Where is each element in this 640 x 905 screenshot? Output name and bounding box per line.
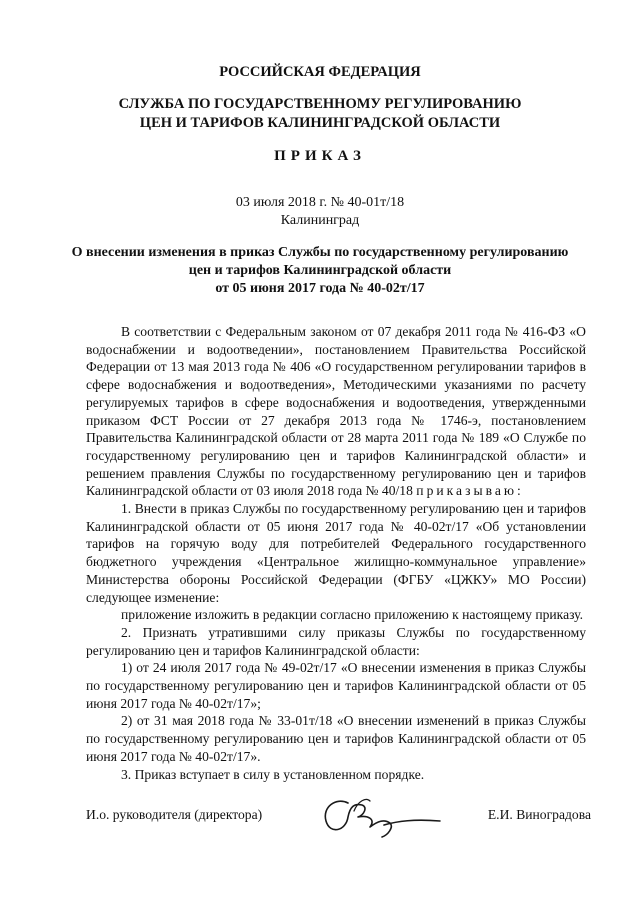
date-number: 03 июля 2018 г. № 40-01т/18 bbox=[235, 195, 405, 210]
item-1-detail: приложение изложить в редакции согласно приложению к настоящему приказу. bbox=[121, 607, 584, 623]
federation-heading: РОССИЙСКАЯ ФЕДЕРАЦИЯ bbox=[219, 64, 421, 80]
subject-line2: цен и тарифов Калининградской области bbox=[188, 263, 452, 278]
signatory-name: Е.И. Виноградова bbox=[487, 807, 591, 822]
document-body bbox=[86, 323, 586, 783]
service-heading-line2: ЦЕН И ТАРИФОВ КАЛИНИНГРАДСКОЙ ОБЛАСТИ bbox=[139, 115, 501, 131]
preamble-paragraph bbox=[86, 323, 586, 500]
city: Калининград bbox=[280, 213, 360, 228]
item-1: 1. Внести в приказ Службы по государственному регулированию цен и тарифов Калининградской области от 05 июня 2017 года № 40-02т/17 «Об установлении тарифов на горячую воду для потребителей Федерального государственного бюджетного учреждения «Центральное жилищно-коммунальное управление» Министерства обороны Российской Федерации (ФГБУ «ЦЖКУ» МО России) следующее изменение: bbox=[86, 501, 586, 605]
signatory-position: И.о. руководителя (директора) bbox=[86, 807, 263, 822]
subject-line1: О внесении изменения в приказ Службы по государственному регулированию bbox=[71, 245, 569, 260]
item-2: 2. Признать утратившими силу приказы Службы по государственному регулированию цен и тарифов Калининградской области: bbox=[86, 624, 586, 658]
item-3: 3. Приказ вступает в силу в установленном порядке. bbox=[121, 766, 425, 782]
handwritten-signature bbox=[318, 791, 448, 843]
document-type-heading: ПРИКАЗ bbox=[274, 148, 366, 164]
preamble-text: В соответствии с Федеральным законом от 07 декабря 2011 года № 416-ФЗ «О водоснабжении и водоотведении», постановлением Правительства Российской Федерации от 13 мая 2013 года № 406 «О государственном регулировании тарифов в сфере водоснабжения и водоотведения», Методическими указаниями по расчету регулируемых тарифов в сфере водоснабжения и водоотведения, утвержденными приказом ФСТ России от 27 декабря 2013 года № 1746-э, постановлением Правительства Калининградской области от 28 марта 2011 года № 189 «О Службе по государственному регулированию цен и тарифов Калининградской области» и решением правления Службы по государственному регулированию цен и тарифов Калининградской области от 03 июля 2018 года № 40/18 bbox=[86, 324, 586, 499]
item-2-1: 1) от 24 июля 2017 года № 49-02т/17 «О внесении изменения в приказ Службы по государственному регулированию цен и тарифов Калининградской области от 05 июня 2017 года № 40-02т/17»; bbox=[86, 660, 586, 711]
order-word: приказываю: bbox=[416, 483, 524, 499]
subject-line3: от 05 июня 2017 года № 40-02т/17 bbox=[215, 281, 425, 296]
item-2-2: 2) от 31 мая 2018 года № 33-01т/18 «О внесении изменений в приказ Службы по государственному регулированию цен и тарифов Калининградской области от 05 июня 2017 года № 40-02т/17». bbox=[86, 713, 586, 764]
service-heading-line1: СЛУЖБА ПО ГОСУДАРСТВЕННОМУ РЕГУЛИРОВАНИЮ bbox=[118, 96, 522, 112]
